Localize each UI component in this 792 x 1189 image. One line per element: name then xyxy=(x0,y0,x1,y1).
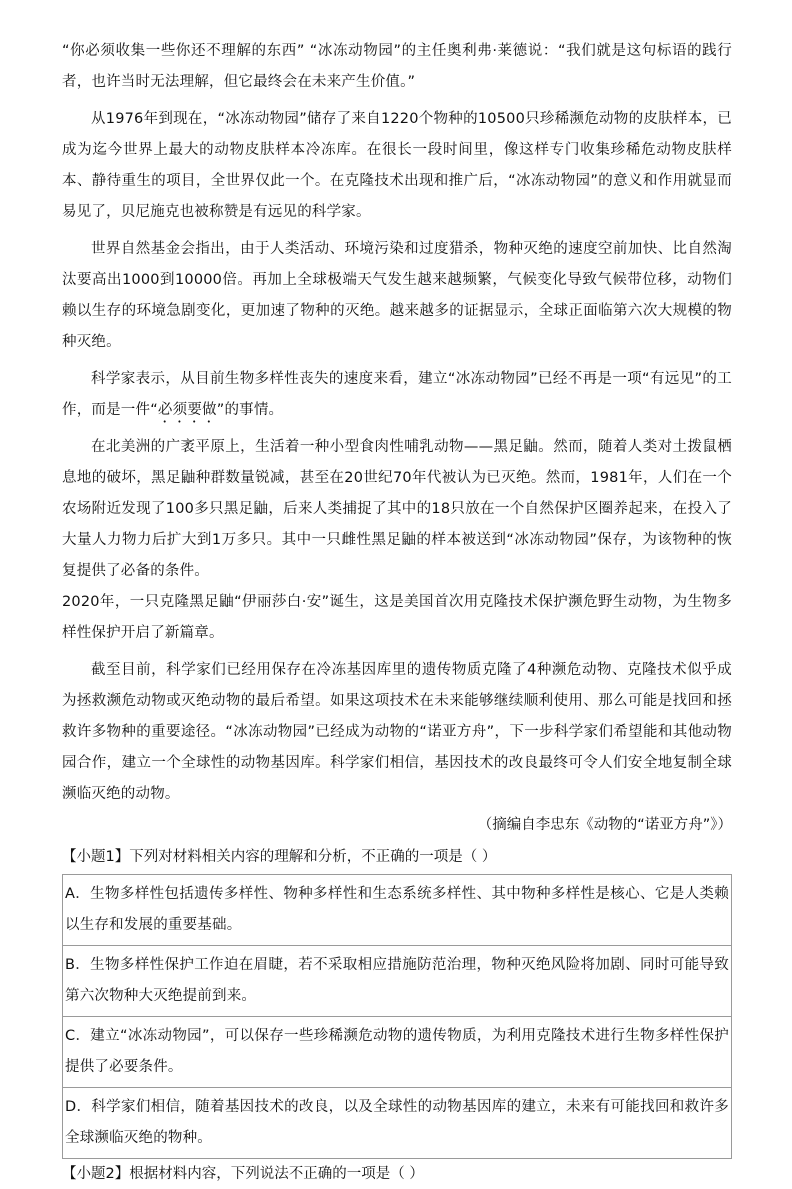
option-b[interactable]: B．生物多样性保护工作迫在眉睫，若不采取相应措施防范治理，物种灭绝风险将加剧、同时可能导致第六次物种大灭绝提前到来。 xyxy=(63,946,731,1017)
passage-paragraph-3: 世界自然基金会指出，由于人类活动、环境污染和过度猎杀，物种灭绝的速度空前加快、比自然淘汰要高出1000到10000倍。再加上全球极端天气发生越来越频繁，气候变化导致气候带位移，动物们赖以生存的环境急剧变化，更加速了物种的灭绝。越来越多的证据显示，全球正面临第六次大规模的物种灭绝。 xyxy=(62,241,732,350)
document-page xyxy=(62,36,732,1189)
paragraph-4-text-after: ”的事情。 xyxy=(216,402,284,418)
passage-paragraph-1: “你必须收集一些你还不理解的东西” “冰冻动物园”的主任奥利弗·莱德说：“我们就是这句标语的践行者，也许当时无法理解，但它最终会在未来产生价值。” xyxy=(62,43,732,90)
passage-paragraph-6: 2020年，一只克隆黑足鼬“伊丽莎白·安”诞生，这是美国首次用克隆技术保护濒危野生动物，为生物多样性保护开启了新篇章。 xyxy=(62,594,732,641)
passage-source: （摘编自李忠东《动物的“诺亚方舟”》） xyxy=(477,817,732,833)
paragraph-4-text-before: 科学家表示，从目前生物多样性丧失的速度来看，建立“冰冻动物园”已经不再是一项“有远见”的工作，而是一件“ xyxy=(62,371,732,418)
option-c[interactable]: C．建立“冰冻动物园”，可以保存一些珍稀濒危动物的遗传物质，为利用克隆技术进行生物多样性保护提供了必要条件。 xyxy=(63,1017,731,1088)
question-1-title: 【小题1】下列对材料相关内容的理解和分析，不正确的一项是（ ） xyxy=(62,849,497,865)
passage-paragraph-2: 从1976年到现在，“冰冻动物园”储存了来自1220个物种的10500只珍稀濒危动物的皮肤样本，已成为迄今世界上最大的动物皮肤样本冷冻库。在很长一段时间里，像这样专门收集珍稀危动物皮肤样本、静待重生的项目，全世界仅此一个。在克隆技术出现和推广后，“冰冻动物园”的意义和作用就显而易见了，贝尼施克也被称赞是有远见的科学家。 xyxy=(62,111,732,220)
question-1-options xyxy=(62,874,732,1159)
option-d[interactable]: D．科学家们相信，随着基因技术的改良，以及全球性的动物基因库的建立，未来有可能找回和救许多全球濒临灭绝的物种。 xyxy=(65,1099,729,1146)
passage-paragraph-4 xyxy=(62,364,732,426)
emphasized-phrase: 必须要做 xyxy=(157,402,217,418)
passage-paragraph-5: 在北美洲的广袤平原上，生活着一种小型食肉性哺乳动物——黑足鼬。然而，随着人类对土拨鼠栖息地的破坏，黑足鼬种群数量锐减，甚至在20世纪70年代被认为已灭绝。然而，1981年，人们在一个农场附近发现了100多只黑足鼬，后来人类捕捉了其中的18只放在一个自然保护区圈养起来，在投入了大量人力物力后扩大到1万多只。其中一只雌性黑足鼬的样本被送到“冰冻动物园”保存，为该物种的恢复提供了必备的条件。 xyxy=(62,439,732,579)
passage-paragraph-7: 截至目前，科学家们已经用保存在冷冻基因库里的遗传物质克隆了4种濒危动物、克隆技术似乎成为拯救濒危动物或灭绝动物的最后希望。如果这项技术在未来能够继续顺利使用、那么可能是找回和拯救许多物种的重要途径。“冰冻动物园”已经成为动物的“诺亚方舟”，下一步科学家们希望能和其他动物园合作，建立一个全球性的动物基因库。科学家们相信，基因技术的改良最终可令人们安全地复制全球濒临灭绝的动物。 xyxy=(62,662,732,802)
option-a[interactable]: A．生物多样性包括遗传多样性、物种多样性和生态系统多样性、其中物种多样性是核心、它是人类赖以生存和发展的重要基础。 xyxy=(63,875,731,946)
question-2-title: 【小题2】根据材料内容，下列说法不正确的一项是（ ） xyxy=(62,1166,424,1182)
